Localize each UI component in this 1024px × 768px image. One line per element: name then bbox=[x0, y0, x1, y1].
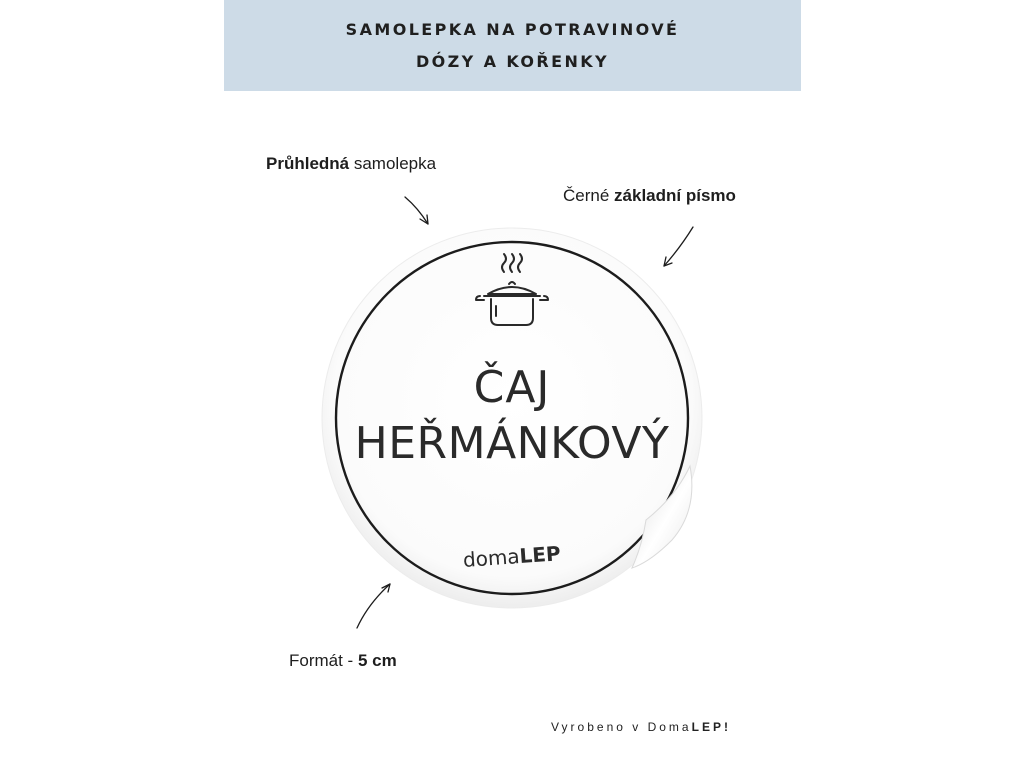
callout-font-regular: Černé bbox=[563, 186, 615, 205]
callout-transparent-bold: Průhledná bbox=[266, 154, 350, 173]
arrow-transparent bbox=[405, 197, 428, 224]
brand-bold: LEP bbox=[518, 541, 562, 569]
callout-font-bold: základní písmo bbox=[614, 186, 736, 205]
footer-regular: Vyrobeno v Doma bbox=[551, 720, 692, 734]
callout-format-bold: 5 cm bbox=[357, 651, 397, 670]
label-title-line-2: HEŘMÁNKOVÝ bbox=[354, 418, 670, 469]
arrow-format bbox=[357, 584, 390, 628]
label-title-line-1: ČAJ bbox=[473, 362, 551, 413]
header-line-2: DÓZY A KOŘENKY bbox=[415, 51, 610, 71]
header-line-1: SAMOLEPKA NA POTRAVINOVÉ bbox=[345, 19, 680, 39]
arrow-font bbox=[664, 227, 693, 266]
footer-bold: LEP! bbox=[691, 720, 731, 734]
callout-transparent-rest: samolepka bbox=[349, 154, 437, 173]
footer-made-by bbox=[551, 720, 731, 734]
callout-format-regular: Formát - bbox=[289, 651, 358, 670]
brand-regular: doma bbox=[462, 544, 521, 572]
